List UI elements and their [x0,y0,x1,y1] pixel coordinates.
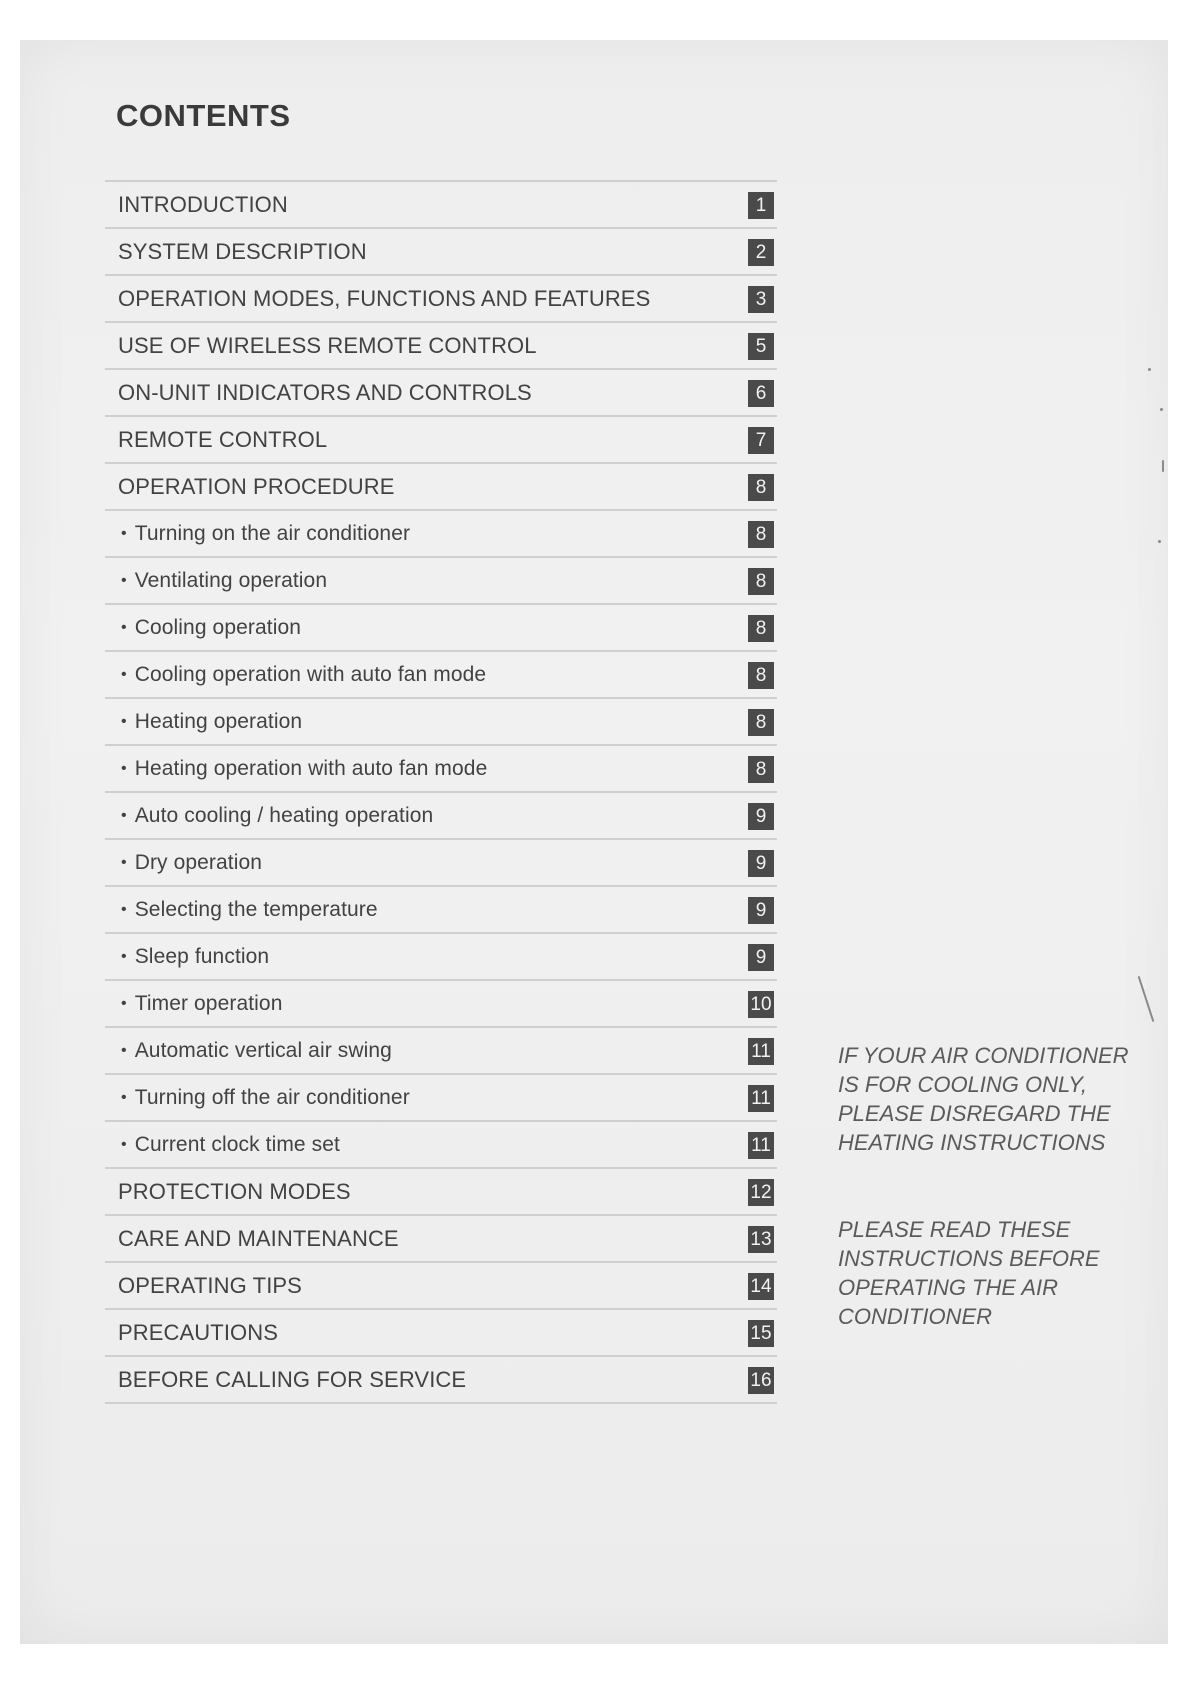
toc-page-number: 9 [748,803,774,830]
toc-entry[interactable] [105,182,777,229]
toc-entry-label: REMOTE CONTROL [118,426,328,452]
cooling-only-note: IF YOUR AIR CONDITIONER IS FOR COOLING ONLY, PLEASE DISREGARD THE HEATING INSTRUCTIONS [838,1043,1129,1155]
toc-page-number: 9 [748,897,774,924]
paper-speck [1158,540,1161,543]
toc-page-number: 14 [748,1273,774,1300]
toc-page-number: 11 [748,1132,774,1159]
toc-entry-label: INTRODUCTION [118,191,288,217]
toc-subentry[interactable] [105,934,777,981]
toc-entry[interactable] [105,1310,777,1357]
toc-entry-label: OPERATION PROCEDURE [118,473,395,499]
toc-entry-label: PROTECTION MODES [118,1178,351,1204]
toc-entry-label: ON-UNIT INDICATORS AND CONTROLS [118,379,532,405]
toc-subentry[interactable] [105,981,777,1028]
toc-entry-label: • Current clock time set [121,1133,340,1157]
paper-speck [1148,368,1151,371]
toc-page-number: 3 [748,286,774,313]
toc-entry[interactable] [105,370,777,417]
toc-subentry[interactable] [105,652,777,699]
toc-page-number: 8 [748,521,774,548]
toc-entry[interactable] [105,417,777,464]
toc-entry-label: • Cooling operation with auto fan mode [121,663,486,687]
toc-page-number: 8 [748,568,774,595]
toc-page-number: 9 [748,944,774,971]
toc-entry-label: OPERATING TIPS [118,1272,302,1298]
toc-page-number: 12 [748,1179,774,1206]
contents-title: CONTENTS [116,98,291,133]
toc-entry[interactable] [105,1216,777,1263]
toc-entry-label: • Heating operation [121,710,302,734]
toc-page-number: 8 [748,615,774,642]
toc-entry-label: • Sleep function [121,945,269,969]
toc-entry-label: • Dry operation [121,851,262,875]
toc-entry-label: OPERATION MODES, FUNCTIONS AND FEATURES [118,285,651,311]
toc-page-number: 13 [748,1226,774,1253]
toc-entry[interactable] [105,276,777,323]
toc-entry-label: PRECAUTIONS [118,1319,279,1345]
toc-subentry[interactable] [105,746,777,793]
toc-entry-label: USE OF WIRELESS REMOTE CONTROL [118,332,537,358]
toc-subentry[interactable] [105,605,777,652]
paper-speck [1162,460,1164,472]
toc-entry-label: • Timer operation [121,992,283,1016]
toc-subentry[interactable] [105,1028,777,1075]
toc-subentry[interactable] [105,699,777,746]
paper-speck [1138,976,1155,1022]
toc-entry[interactable] [105,1169,777,1216]
toc-entry[interactable] [105,323,777,370]
toc-entry-label: • Automatic vertical air swing [121,1039,392,1063]
toc-page-number: 8 [748,474,774,501]
toc-page-number: 5 [748,333,774,360]
toc-entry[interactable] [105,1263,777,1310]
toc-subentry[interactable] [105,840,777,887]
toc-page-number: 2 [748,239,774,266]
table-of-contents [105,180,777,1404]
toc-page-number: 10 [748,991,774,1018]
toc-entry-label: BEFORE CALLING FOR SERVICE [118,1366,467,1392]
toc-entry-label: CARE AND MAINTENANCE [118,1225,399,1251]
toc-entry-label: • Heating operation with auto fan mode [121,757,487,781]
toc-page-number: 7 [748,427,774,454]
read-instructions-note: PLEASE READ THESE INSTRUCTIONS BEFORE OPERATING THE AIR CONDITIONER [838,1217,1100,1329]
toc-entry-label: SYSTEM DESCRIPTION [118,238,367,264]
toc-entry-label: • Cooling operation [121,616,301,640]
toc-page-number: 9 [748,850,774,877]
toc-page-number: 8 [748,662,774,689]
toc-page-number: 1 [748,192,774,219]
toc-entry-label: • Auto cooling / heating operation [121,804,433,828]
toc-entry-label: • Selecting the temperature [121,898,378,922]
toc-subentry[interactable] [105,558,777,605]
toc-entry-label: • Turning on the air conditioner [121,522,410,546]
toc-page-number: 15 [748,1320,774,1347]
toc-page-number: 8 [748,709,774,736]
toc-subentry[interactable] [105,887,777,934]
toc-page-number: 11 [748,1085,774,1112]
toc-entry[interactable] [105,1357,777,1404]
toc-entry[interactable] [105,464,777,511]
toc-page-number: 8 [748,756,774,783]
toc-page-number: 11 [748,1038,774,1065]
toc-subentry[interactable] [105,511,777,558]
document-page [20,40,1168,1644]
toc-entry-label: • Turning off the air conditioner [121,1086,410,1110]
toc-page-number: 16 [748,1367,774,1394]
toc-subentry[interactable] [105,1122,777,1169]
paper-speck [1160,408,1163,411]
toc-entry-label: • Ventilating operation [121,569,327,593]
toc-page-number: 6 [748,380,774,407]
toc-subentry[interactable] [105,793,777,840]
toc-subentry[interactable] [105,1075,777,1122]
toc-entry[interactable] [105,229,777,276]
